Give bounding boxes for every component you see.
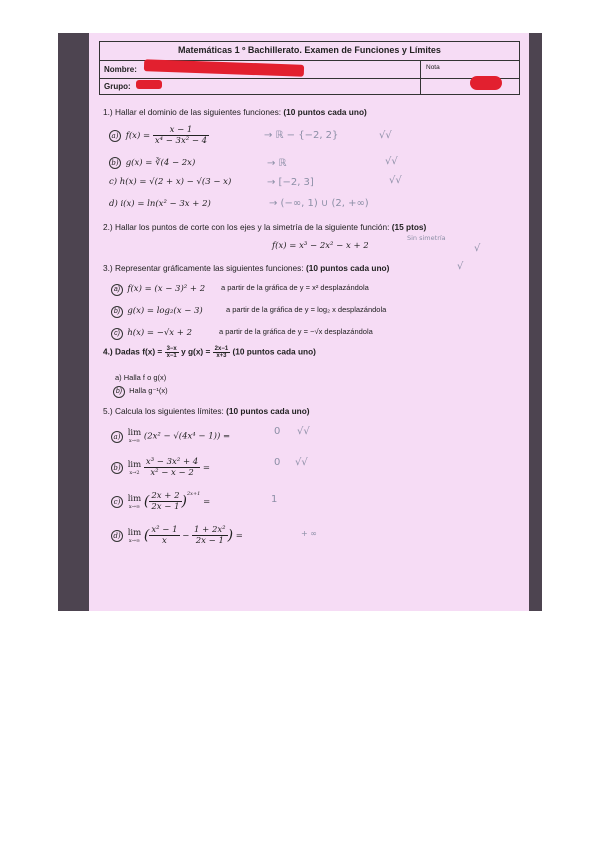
q3b-func: g(x) = log₂(x − 3) xyxy=(127,306,203,316)
q3a-text: a partir de la gráfica de y = x² desplazándola xyxy=(221,283,369,292)
q5d-equals: = xyxy=(235,531,243,541)
check-mark-icon: √√ xyxy=(295,457,308,468)
check-mark-icon: √ xyxy=(474,243,481,254)
name-redaction xyxy=(144,59,304,77)
q1-item-c xyxy=(109,177,231,187)
group-redaction xyxy=(136,80,162,89)
exam-header xyxy=(99,41,520,95)
q5b-lim: lim xyxy=(127,459,142,470)
q3a-label: a) xyxy=(111,284,123,296)
q5b-answer: 0 xyxy=(274,457,281,468)
exam-paper xyxy=(89,33,529,611)
q1c-func: h(x) = √(2 + x) − √(3 − x) xyxy=(119,177,232,187)
q5a-sub: x→∞ xyxy=(128,438,141,444)
q5d-numerator-2: 1 + 2x² xyxy=(194,525,226,535)
grade-redaction xyxy=(470,76,502,90)
q1b-func: g(x) = ∛(4 − 2x) xyxy=(125,158,196,168)
q5d-fraction-2 xyxy=(192,525,228,546)
q3a-func: f(x) = (x − 3)² + 2 xyxy=(127,284,206,294)
q2-heading xyxy=(103,222,426,232)
q3c-label: c) xyxy=(111,328,123,340)
q4-heading xyxy=(103,346,316,359)
q5c-equals: = xyxy=(203,497,211,507)
q1-item-a xyxy=(109,125,209,146)
nota-label: Nota xyxy=(426,64,440,71)
q5-item-d: d) lim x→∞ ( $\frac{\text{x² − 1}}{x}$ − $\frac{\text{1 + 2x²}}{2x - 1}$ ) = xyxy=(111,525,243,546)
q3b-text: a partir de la gráfica de y = log₂ x desplazándola xyxy=(226,305,387,314)
q1b-label: b) xyxy=(109,157,121,169)
q1c-answer: → [−2, 3] xyxy=(267,177,314,188)
q4-points: (10 puntos cada uno) xyxy=(232,346,316,357)
q5c-answer: 1 xyxy=(271,494,278,505)
q2-function: f(x) = x³ − 2x² − x + 2 xyxy=(272,241,369,251)
q5b-equals: = xyxy=(202,463,211,473)
header-divider-2 xyxy=(100,78,519,79)
q5a-lim: lim xyxy=(127,428,142,438)
q5-item-b xyxy=(111,457,210,478)
q3-item-b xyxy=(111,305,387,318)
q5b-fraction xyxy=(144,457,200,478)
exam-title: Matemáticas 1 º Bachillerato. Examen de Funciones y Límites xyxy=(178,45,441,55)
q5c-sub: x→∞ xyxy=(128,503,141,510)
q1d-label: d) xyxy=(109,199,118,209)
q1-points: (10 puntos cada uno) xyxy=(283,107,367,117)
q1a-denominator: x⁴ − 3x² − 4 xyxy=(154,136,208,146)
q3-item-c xyxy=(111,327,373,340)
header-vertical-divider xyxy=(420,60,421,94)
q3-heading xyxy=(103,263,389,273)
q4-f-fraction xyxy=(165,346,179,359)
q1a-numerator: x − 1 xyxy=(153,125,209,136)
q2-heading-text: 2.) Hallar los puntos de corte con los ejes y la simetría de la siguiente función: xyxy=(103,222,390,232)
q3b-label: b) xyxy=(111,306,123,318)
q5c-exponent: 2x+1 xyxy=(186,491,201,497)
q5b-numerator: x³ − 3x² + 4 xyxy=(145,457,199,467)
q4b-label: b) xyxy=(113,386,125,398)
check-mark-icon: √√ xyxy=(379,130,392,141)
q1b-answer: → ℝ xyxy=(267,158,287,169)
q5-heading-text: 5.) Calcula los siguientes límites: xyxy=(103,406,224,416)
q3c-text: a partir de la gráfica de y = −√x desplazándola xyxy=(219,327,373,336)
q4-heading-a: 4.) Dadas f(x) = xyxy=(103,346,163,357)
q5b-label: b) xyxy=(111,462,123,474)
q5a-answer: 0 xyxy=(274,426,281,437)
q5-item-a xyxy=(111,428,230,444)
q4-f-denominator: x−1 xyxy=(166,353,177,359)
check-mark-icon: √ xyxy=(457,261,464,272)
q3-points: (10 puntos cada uno) xyxy=(305,263,390,273)
q2-note: Sin simetría xyxy=(407,234,446,242)
q1-item-b xyxy=(109,157,195,169)
q1-item-d xyxy=(109,199,211,209)
q5c-fraction xyxy=(149,491,181,512)
q1d-func: i(x) = ln(x² − 3x + 2) xyxy=(120,199,211,209)
q1a-label: a) xyxy=(109,130,121,142)
q5c-denominator: 2x − 1 xyxy=(151,502,180,512)
q5d-denominator-1: x xyxy=(162,536,167,546)
q1c-label: c) xyxy=(109,177,118,187)
q5c-numerator: 2x + 2 xyxy=(151,491,180,501)
q4-item-b xyxy=(113,386,168,398)
check-mark-icon: √√ xyxy=(385,156,398,167)
q3c-func: h(x) = −√x + 2 xyxy=(127,328,193,338)
q4-g-numerator: 2x−1 xyxy=(214,346,229,352)
q5d-fraction-1 xyxy=(149,525,179,546)
q5c-label: c) xyxy=(111,496,123,508)
q1d-answer: → (−∞, 1) ∪ (2, +∞) xyxy=(269,198,369,209)
q1a-answer: → ℝ − {−2, 2} xyxy=(264,130,339,141)
q4-g-denominator: x+3 xyxy=(216,353,227,359)
q5b-denominator: x² − x − 2 xyxy=(150,468,194,478)
q5d-label: d) xyxy=(111,530,123,542)
q4-g-fraction xyxy=(213,346,231,359)
q4-heading-b: y g(x) = xyxy=(181,346,211,357)
q5c-lim: lim xyxy=(127,493,142,504)
q4-item-a: a) Halla f o g(x) xyxy=(115,373,167,382)
q5-heading xyxy=(103,406,310,416)
q3-heading-text: 3.) Representar gráficamente las siguientes funciones: xyxy=(103,263,304,273)
q2-points: (15 ptos) xyxy=(391,222,427,232)
q1-heading xyxy=(103,107,367,117)
q5-item-c: c) lim x→∞ ( $\frac{2x + 2}{2x - 1}$ )$^{2x+1}$ = xyxy=(111,491,210,512)
q1a-func: f(x) = xyxy=(125,131,151,141)
q5d-denominator-2: 2x − 1 xyxy=(195,536,224,546)
q1-heading-text: 1.) Hallar el dominio de las siguientes funciones: xyxy=(103,107,282,117)
q1a-fraction xyxy=(153,125,209,146)
check-mark-icon: √√ xyxy=(389,175,402,186)
q5d-answer: + ∞ xyxy=(301,529,317,538)
q5d-lim: lim xyxy=(127,527,142,538)
q5b-sub: x→2 xyxy=(129,469,140,476)
q5d-sub: x→∞ xyxy=(128,537,141,544)
q5a-label: a) xyxy=(111,431,123,443)
check-mark-icon: √√ xyxy=(297,426,310,437)
q5-points: (10 puntos cada uno) xyxy=(226,406,310,416)
q5d-numerator-1: x² − 1 xyxy=(151,525,178,535)
grupo-label: Grupo: xyxy=(104,82,131,91)
exam-photo xyxy=(58,33,542,611)
nombre-label: Nombre: xyxy=(104,65,137,74)
q4b-text: Halla g⁻¹(x) xyxy=(129,386,168,395)
q4-f-numerator: 3−x xyxy=(166,346,177,352)
q5a-expr: (2x² − √(4x⁴ − 1)) = xyxy=(143,431,231,442)
q3-item-a xyxy=(111,283,369,296)
